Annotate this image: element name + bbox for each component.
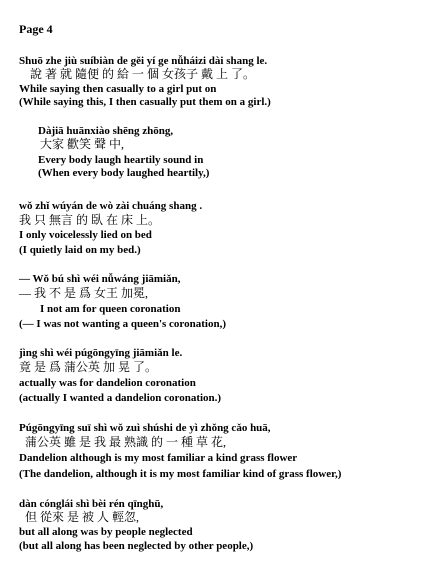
page-label: Page 4 — [19, 22, 53, 36]
english-gloss-line: actually was for dandelion coronation — [19, 377, 196, 389]
pinyin-line: jìng shì wéi púgōngyīng jiāmiǎn le. — [19, 347, 183, 359]
english-gloss-line: I only voicelessly lied on bed — [19, 229, 152, 241]
translation-line: (When every body laughed heartily,) — [38, 167, 210, 179]
pinyin-line: Púgōngyīng suī shì wǒ zuì shúshi de yì zhǒng cǎo huā, — [19, 422, 271, 434]
translation-line: (but all along has been neglected by other people,) — [19, 540, 254, 552]
english-gloss-line: Dandelion although is my most familiar a kind grass flower — [19, 452, 298, 464]
english-gloss-line: I not am for queen coronation — [40, 303, 181, 315]
chinese-line: 竟 是 爲 蒲公英 加 晃 了。 — [19, 360, 158, 374]
pinyin-line: — Wǒ bú shì wéi nǚwáng jiāmiǎn, — [19, 273, 181, 285]
translation-line: (— I was not wanting a queen's coronation,) — [19, 318, 226, 330]
translation-line: (I quietly laid on my bed.) — [19, 244, 141, 256]
chinese-line: 說 著 就 隨便 的 給 一 個 女孩子 戴 上 了。 — [30, 67, 256, 81]
english-gloss-line: but all along was by people neglected — [19, 526, 193, 538]
pinyin-line: wǒ zhǐ wúyán de wò zài chuáng shang . — [19, 200, 203, 212]
chinese-line: — 我 不 是 爲 女王 加冕, — [19, 286, 149, 300]
translation-line: (While saying this, I then casually put them on a girl.) — [19, 96, 271, 108]
chinese-line: 但 從來 是 被 人 輕忽, — [25, 510, 140, 524]
pinyin-line: dàn cónglái shì bèi rén qīnghū, — [19, 498, 164, 510]
chinese-line: 大家 歡笑 聲 中, — [40, 137, 125, 151]
chinese-line: 蒲公英 雖 是 我 最 熟識 的 一 種 草 花, — [25, 435, 227, 449]
pinyin-line: Dàjiā huānxiào shēng zhōng, — [38, 125, 174, 137]
chinese-line: 我 只 無言 的 臥 在 床 上。 — [19, 213, 161, 227]
pinyin-line: Shuō zhe jiù suíbiàn de gěi yí ge nǚháizi dài shang le. — [19, 55, 268, 67]
english-gloss-line: While saying then casually to a girl put on — [19, 83, 217, 95]
translation-line: (The dandelion, although it is my most familiar kind of grass flower,) — [19, 468, 342, 480]
english-gloss-line: Every body laugh heartily sound in — [38, 154, 204, 166]
translation-line: (actually I wanted a dandelion coronation.) — [19, 392, 222, 404]
